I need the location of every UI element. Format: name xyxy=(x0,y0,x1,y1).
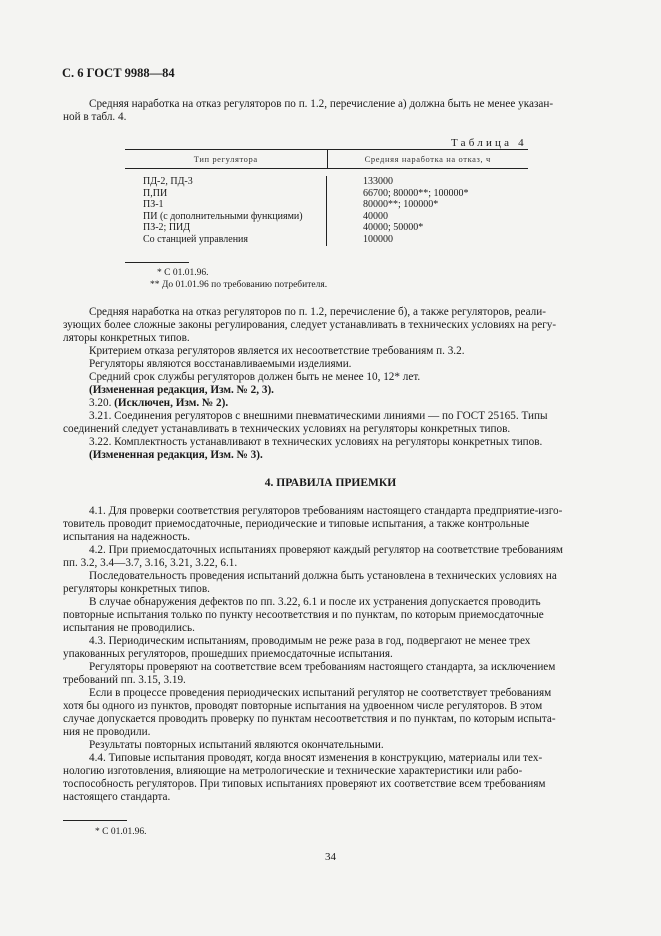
section-title: 4. ПРАВИЛА ПРИЕМКИ xyxy=(264,477,397,489)
table-cell-value: 40000 xyxy=(363,210,388,222)
table-cell-type: ПЗ-2; ПИД xyxy=(143,222,191,234)
intro-paragraph xyxy=(63,98,597,124)
text-line: Последовательность проведения испытаний должна быть установлена в технических условиях на xyxy=(89,570,557,582)
text-line: ляторы конкретных типов. xyxy=(63,332,190,344)
text-line: 4.2. При приемосдаточных испытаниях проверяют каждый регулятор на соответствие требованиям xyxy=(89,544,563,556)
text-line: случае допускается проводить проверку по пунктам несоответствия и по пунктам, по которым испыта- xyxy=(63,713,556,725)
table-header-row xyxy=(125,150,528,169)
text-line: зующих более сложные законы регулирования, следует устанавливать в технических условиях на регу- xyxy=(63,319,557,331)
text-line: 4.4. Типовые испытания проводят, когда вносят изменения в конструкцию, материалы или тех- xyxy=(89,752,543,764)
table-cell-value: 40000; 50000* xyxy=(363,222,424,234)
footnote-divider xyxy=(63,820,127,821)
text-line: испытания не проводились. xyxy=(63,622,195,634)
page-footnote: * С 01.01.96. xyxy=(95,827,147,837)
table-footnote: ** До 01.01.96 по требованию потребителя. xyxy=(150,280,328,290)
footnote-divider xyxy=(125,262,189,263)
text-line: Результаты повторных испытаний являются окончательными. xyxy=(89,739,384,751)
text-line: В случае обнаружения дефектов по пп. 3.22, 6.1 и после их устранения допускается проводить xyxy=(89,596,541,608)
text-line: хотя бы одного из пунктов, проводят повторные испытания на удвоенном числе регуляторов. В этом xyxy=(63,700,543,712)
page-number: 34 xyxy=(325,851,336,863)
text-line: ния не проводили. xyxy=(63,726,151,738)
text-line: 4.3. Периодическим испытаниям, проводимым не реже раза в год, подвергают не менее трех xyxy=(89,635,531,647)
text-line: Средняя наработка на отказ регуляторов по п. 1.2, перечисление б), а также регуляторов, реали- xyxy=(89,306,546,318)
text-line: нологию изготовления, влияющие на метрологические и технические характеристики или рабо- xyxy=(63,765,523,777)
table-cell-value: 80000**; 100000* xyxy=(363,199,439,211)
text-line: испытания на надежность. xyxy=(63,531,191,543)
table-cell-value: 66700; 80000**; 100000* xyxy=(363,187,469,199)
table-cell-type: П,ПИ xyxy=(143,187,168,199)
text-line: Средняя наработка на отказ регуляторов по п. 1.2, перечисление а) должна быть не менее указан- xyxy=(89,98,554,110)
text-line: 3.21. Соединения регуляторов с внешними пневматическими линиями — по ГОСТ 25165. Типы xyxy=(89,410,548,422)
amendment-note: (Измененная редакция, Изм. № 2, 3). xyxy=(89,384,274,396)
table-header-type: Тип регулятора xyxy=(125,150,328,168)
table-caption: Таблица 4 xyxy=(451,137,527,149)
body-section-3 xyxy=(63,306,597,462)
text-line: требований пп. 3.15, 3.19. xyxy=(63,674,186,686)
amendment-note: (Измененная редакция, Изм. № 3). xyxy=(89,449,263,461)
text-line: ной в табл. 4. xyxy=(63,111,127,123)
text-line: пп. 3.2, 3.4—3.7, 3.16, 3.21, 3.22, 6.1. xyxy=(63,557,238,569)
text-line: Критерием отказа регуляторов является их несоответствие требованиям п. 3.2. xyxy=(89,345,465,357)
table-header-mtbf: Средняя наработка на отказ, ч xyxy=(364,154,491,164)
text-line: 3.22. Комплектность устанавливают в технических условиях на регуляторы конкретных типов. xyxy=(89,436,543,448)
text-line: регуляторы конкретных типов. xyxy=(63,583,210,595)
table-cell-type: ПИ (с дополнительными функциями) xyxy=(143,210,303,222)
body-section-4 xyxy=(63,505,597,804)
page-header: С. 6 ГОСТ 9988—84 xyxy=(62,66,175,80)
text-line: 4.1. Для проверки соответствия регуляторов требованиям настоящего стандарта предприятие-изго- xyxy=(89,505,563,517)
text-line: Регуляторы являются восстанавливаемыми изделиями. xyxy=(89,358,352,370)
text-line: настоящего стандарта. xyxy=(63,791,171,803)
text-line: упакованных регуляторов, прошедших приемосдаточные испытания. xyxy=(63,648,393,660)
text-line: 3.20. (Исключен, Изм. № 2). xyxy=(89,397,229,409)
reliability-table xyxy=(125,149,528,246)
text-line: Если в процессе проведения периодических испытаний регулятор не соответствует требованиям xyxy=(89,687,552,699)
table-footnote: * С 01.01.96. xyxy=(157,268,209,278)
table-cell-value: 133000 xyxy=(363,176,393,187)
text-line: Средний срок службы регуляторов должен быть не менее 10, 12* лет. xyxy=(89,371,421,383)
table-cell-type: ПЗ-1 xyxy=(143,199,164,211)
text-line: Регуляторы проверяют на соответствие всем требованиям настоящего стандарта, за исключением xyxy=(89,661,556,673)
table-cell-type: Со станцией управления xyxy=(143,233,248,245)
table-cell-type: ПД-2, ПД-3 xyxy=(143,176,193,187)
table-cell-value: 100000 xyxy=(363,233,393,245)
text-line: повторные испытания только по пункту несоответствия и по пунктам, по которым приемосдаточные xyxy=(63,609,544,621)
text-line: товитель проводит приемосдаточные, периодические и типовые испытания, а также контрольные xyxy=(63,518,530,530)
text-line: соединений следует устанавливать в технических условиях на регуляторы конкретных типов. xyxy=(63,423,511,435)
text-line: тоспособность регуляторов. При типовых испытаниях проверяют их соответствие всем требованиям xyxy=(63,778,546,790)
